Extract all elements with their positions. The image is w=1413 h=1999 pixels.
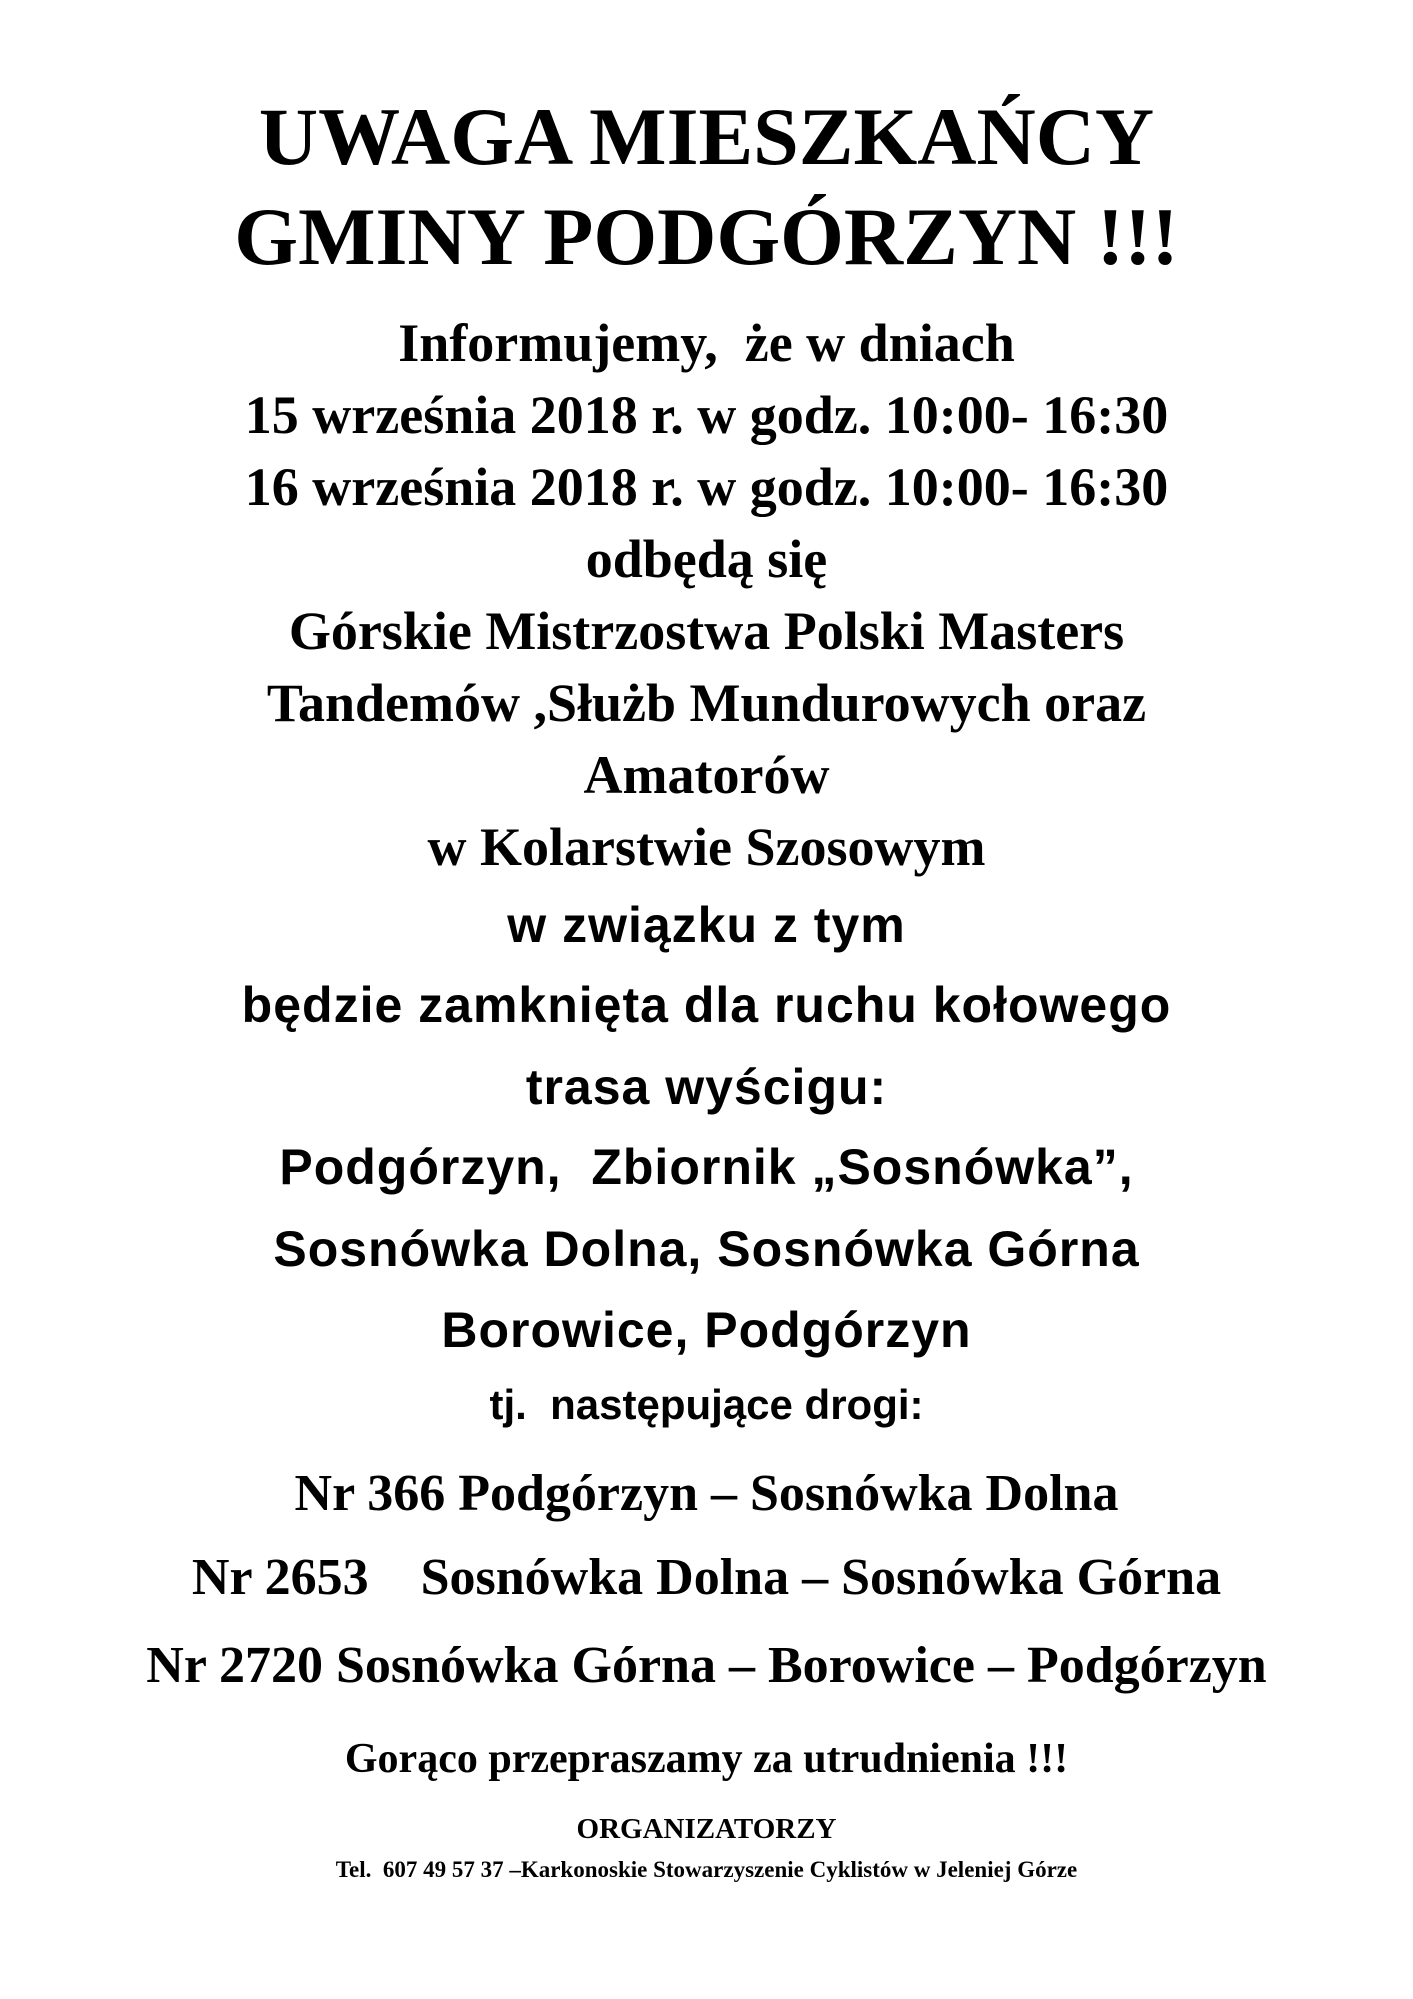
info-intro: Informujemy, że w dniach — [398, 313, 1015, 373]
event-line-4: w Kolarstwie Szosowym — [427, 817, 986, 877]
date-1: 15 września 2018 r. w godz. 10:00- 16:30 — [244, 385, 1169, 445]
notice-line-1: w związku z tym — [507, 897, 906, 953]
notice-line-2: będzie zamknięta dla ruchu kołowego — [241, 977, 1172, 1033]
event-intro: odbędą się — [585, 529, 828, 589]
title-line-2: GMINY PODGÓRZYN !!! — [234, 191, 1179, 282]
apology-text: Gorąco przepraszamy za utrudnienia !!! — [344, 1736, 1069, 1782]
date-2: 16 września 2018 r. w godz. 10:00- 16:30 — [244, 457, 1169, 517]
event-line-3: Amatorów — [583, 745, 830, 805]
route-line-2: Sosnówka Dolna, Sosnówka Górna — [273, 1221, 1140, 1277]
road-366: Nr 366 Podgórzyn – Sosnówka Dolna — [294, 1465, 1119, 1522]
contact-line: Tel. 607 49 57 37 –Karkonoskie Stowarzyszenie Cyklistów w Jeleniej Górze — [335, 1857, 1078, 1882]
organizers-heading: ORGANIZATORZY — [576, 1813, 837, 1845]
road-2720: Nr 2720 Sosnówka Górna – Borowice – Podgórzyn — [146, 1637, 1267, 1694]
route-line-3: Borowice, Podgórzyn — [441, 1302, 972, 1358]
notice-line-3: trasa wyścigu: — [525, 1059, 888, 1115]
event-line-2: Tandemów ,Służb Mundurowych oraz — [266, 673, 1147, 733]
title-line-1: UWAGA MIESZKAŃCY — [258, 91, 1155, 182]
event-line-1: Górskie Mistrzostwa Polski Masters — [288, 601, 1125, 661]
road-2653: Nr 2653 Sosnówka Dolna – Sosnówka Górna — [191, 1549, 1222, 1606]
route-line-1: Podgórzyn, Zbiornik „Sosnówka”, — [279, 1139, 1134, 1195]
roads-intro: tj. następujące drogi: — [489, 1381, 924, 1428]
